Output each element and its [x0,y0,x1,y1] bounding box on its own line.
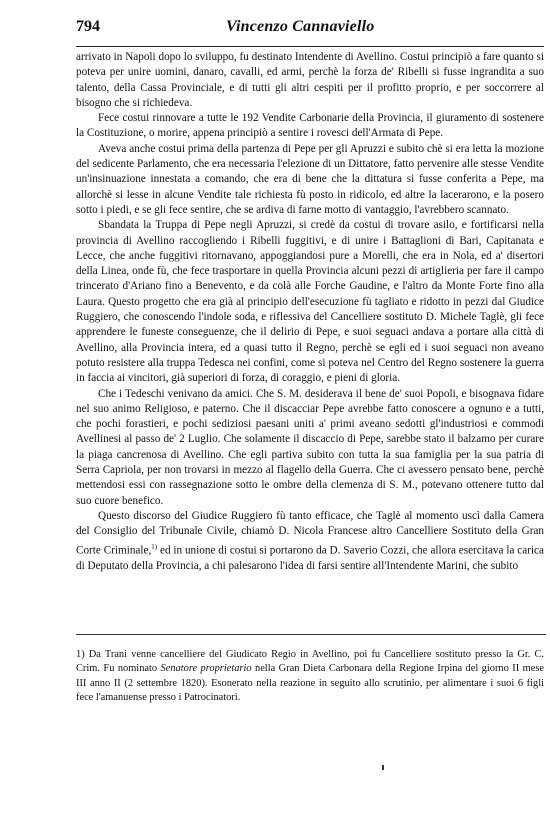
page-header [76,18,544,42]
footnote-reference: 1) [151,542,158,551]
paragraph-6 [76,509,544,574]
paragraph-4: Sbandata la Truppa di Pepe negli Apruzzi, si credè da costui di trovare asilo, e fortificarsi nella provincia di Avellino raccogliendo i Ribelli fuggitivi, e di unire i Battaglioni di Bari, Capitanata e Lecce, che anche fuggitivi ritornavano, appoggiandosi pure a Morelli, che era in Nola, ed a' disertori della Linea, onde fù, che fece trasportare in quella Provincia alcuni pezzi di artiglieria per fare il campo trincerato d'Ariano fino a Benevento, e da colà alle Forche Gaudine, e l'altro da Monte Forte fino alla Laura. Questo progetto che era già al principio dell'esecuzione fù tagliato e ridotto in pezzi dal Giudice Ruggiero, che conoscendo l'indole soda, e riflessiva del Cancelliere sostituto D. Michele Taglè, gli fece apprendere le funeste conseguenze, che il delirio di Pepe, e suoi seguaci andava a portare alla città di Avellino, alla Provincia intera, ed a quasi tutto il Regno, perchè se egli ed i suoi seguaci non aveano potuto resistere alla truppa Tedesca nei confini, come si poteva nel Centro del Regno sostenere la guerra in faccia ai vincitori, già superiori di forza, di coraggio, e pieni di gloria. [76,219,544,385]
footnote-text-a: Da Trani venne cancelliere del Giudicato Regio in Avellino, poi fu Cancelliere sostituto presso la Gr. C. Crim. Fu nominato [76,649,544,675]
footnote-italic: Senatore proprietario [160,663,252,675]
paragraph-6-text-b: ed in unione di costui si portarono da D. Saverio Cozzi, che allora esercitava la carica di Deputato della Provincia, a chi palesarono l'idea di farsi sentire all'Intendente Marini, che subito [76,544,544,572]
footnote-text-b: nella Gran Dieta Carbonara della Regione Irpina del giorno II mese III anno II (2 settembre 1820). Esonerato nella reazione in seguito allo scrutinio, per alimentare i suoi 6 figli fece l'amanuense presso i Patrocinatori. [76,663,544,704]
running-title: Vincenzo Cannaviello [226,18,375,35]
body-text [76,50,544,574]
paragraph-5: Che i Tedeschi venivano da amici. Che S. M. desiderava il bene de' suoi Popoli, e bisognava fidare nel suo animo Religioso, e paterno. Che il discacciar Pepe avrebbe fatto conoscere a ognuno e a tutti, che pochi forastieri, e pochi sediziosi paesani uniti a' primi aveano sedotti gl'industriosi e commodi Avellinesi al passo de' 2 Luglio. Che solamente il discaccio di Pepe, sarebbe stato il balzamo per curare la piaga cancrenosa di Avellino. Che egli partiva subito con tutta la sua famiglia per la sua patria di Serra Capriola, per non trovarsi in mezzo al flagello della Guerra. Che ci avessero pensato bene, perchè mettendosi essi con rassegnazione sotto le ombre della clemenza di S. M., potevano ottenere tutto dal suo cuore benefico. [76,387,544,507]
footnote [76,648,544,706]
header-rule [76,46,544,47]
print-mark [382,765,384,770]
footnote-mark: 1) [76,649,85,660]
paragraph-1: arrivato in Napoli dopo lo sviluppo, fu destinato Intendente di Avellino. Costui principiò a fare quanto si poteva per unire uomini, danaro, cavalli, ed armi, perchè la forza de' Ribelli si fusse ingrandita a suo talento, della Cassa Provinciale, e di tutti gli altri cespiti per il profitto proprio, e per soccorrere al bisogno che si richiedeva. [76,51,544,109]
page-number: 794 [76,18,100,35]
footnote-rule [76,634,546,635]
paragraph-6-text-a: Questo discorso del Giudice Ruggiero fù tanto efficace, che Taglè al momento uscì dalla Camera del Consiglio del Tribunale Civile, chiamò D. Nicola Francese altro Cancelliere Sostituto della Gran Corte Criminale, [76,509,544,557]
paragraph-3: Aveva anche costui prima della partenza di Pepe per gli Apruzzi e subito chè si era letta la mozione del sedicente Parlamento, che era necessaria l'elezione di un Dittatore, fatto pervenire alle stesse Vendite un'insinuazione innestata a comando, che era di bene che la dittatura si fusse conferita a Pepe, ma allorchè si lesse in alcune Vendite tale richiesta fù posto in ridicolo, ed altre la lacerarono, e la posero sotto i piedi, e se gli fece sentire, che se ardiva di farne motto di vantaggio, l'avrebbero scannato. [76,142,544,216]
paragraph-2: Fece costui rinnovare a tutte le 192 Vendite Carbonarie della Provincia, il giuramento di sostenere la Costituzione, o morire, appena principiò a sentire i rovesci dell'Armata di Pepe. [76,112,544,140]
